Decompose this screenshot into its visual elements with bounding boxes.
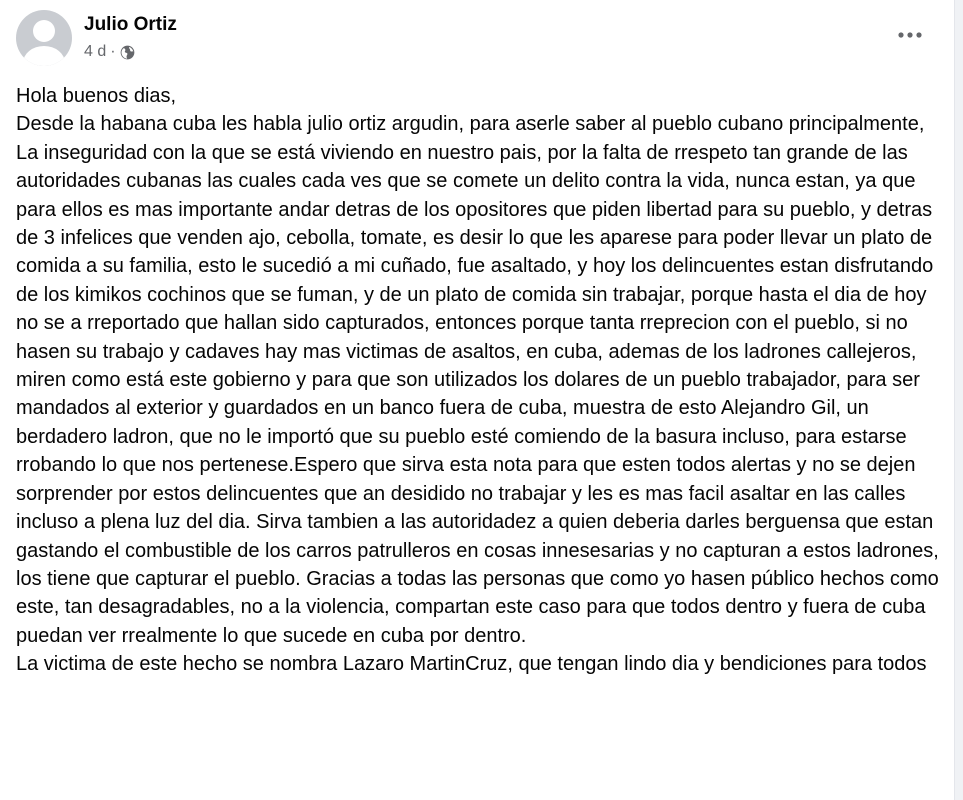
post-body-text: Hola buenos dias, Desde la habana cuba les habla julio ortiz argudin, para aserle saber al pueblo cubano principalmente, La inseguridad con la que se está viviendo en nuestro pais, por la falta de rrespeto tan grande de las autoridades cubanas las cuales cada ves que se comete un delito contra la vida, nunca estan, ya que para ellos es mas importante andar detras de los opositores que piden libertad para su pueblo, y detras de 3 infelices que venden ajo, cebolla, tomate, es desir lo que les aparese para poder llevar un plato de comida a su familia, esto le sucedió a mi cuñado, fue asaltado, y hoy los delincuentes estan disfrutando de los kimikos cochinos que se fuman, y de un plato de comida sin trabajar, porque hasta el dia de hoy no se a rreportado que hallan sido capturados, entonces porque tanta rreprecion con el pueblo, si no hasen su trabajo y cadaves hay mas victimas de asaltos, en cuba, ademas de los ladrones callejeros, miren como está este gobierno y para que son utilizados los dolares de un pueblo trabajador, para ser mandados al exterior y guardados en un banco fuera de cuba, muestra de esto Alejandro Gil, un berdadero ladron, que no le importó que su pueblo esté comiendo de la basura incluso, para estarse rrobando lo que nos pertenese.Espero que sirva esta nota para que esten todos alertas y no se dejen sorprender por estos delincuentes que an desidido no trabajar y les es mas facil asaltar en las calles incluso a plena luz del dia. Sirva tambien a las autoridadez a quien deberia darles berguensa que estan gastando el combustible de los carros patrulleros en cosas innesesarias y no capturan a estos ladrones, los tiene que capturar el pueblo. Gracias a todas las personas que como yo hasen público hechos como este, tan desagradables, no a la violencia, compartan este caso para que todos dentro y fuera de cuba puedan ver rrealmente lo que sucede en cuba por dentro. La victima de este hecho se nombra Lazaro MartinCruz, que tengan lindo dia y bendiciones para todos (16, 85, 939, 676)
default-avatar-icon[interactable] (16, 10, 72, 66)
post-timestamp[interactable]: 4 d (84, 43, 107, 60)
more-options-button[interactable] (894, 22, 926, 48)
more-options-icon (897, 31, 923, 39)
post-header (16, 10, 936, 66)
globe-icon[interactable] (120, 45, 135, 60)
meta-separator: · (110, 43, 116, 60)
post-meta (84, 42, 135, 62)
author-name[interactable]: Julio Ortiz (84, 14, 177, 35)
page-edge-divider (954, 0, 963, 800)
avatar-body-shape (23, 46, 65, 66)
avatar-head-shape (33, 20, 55, 42)
